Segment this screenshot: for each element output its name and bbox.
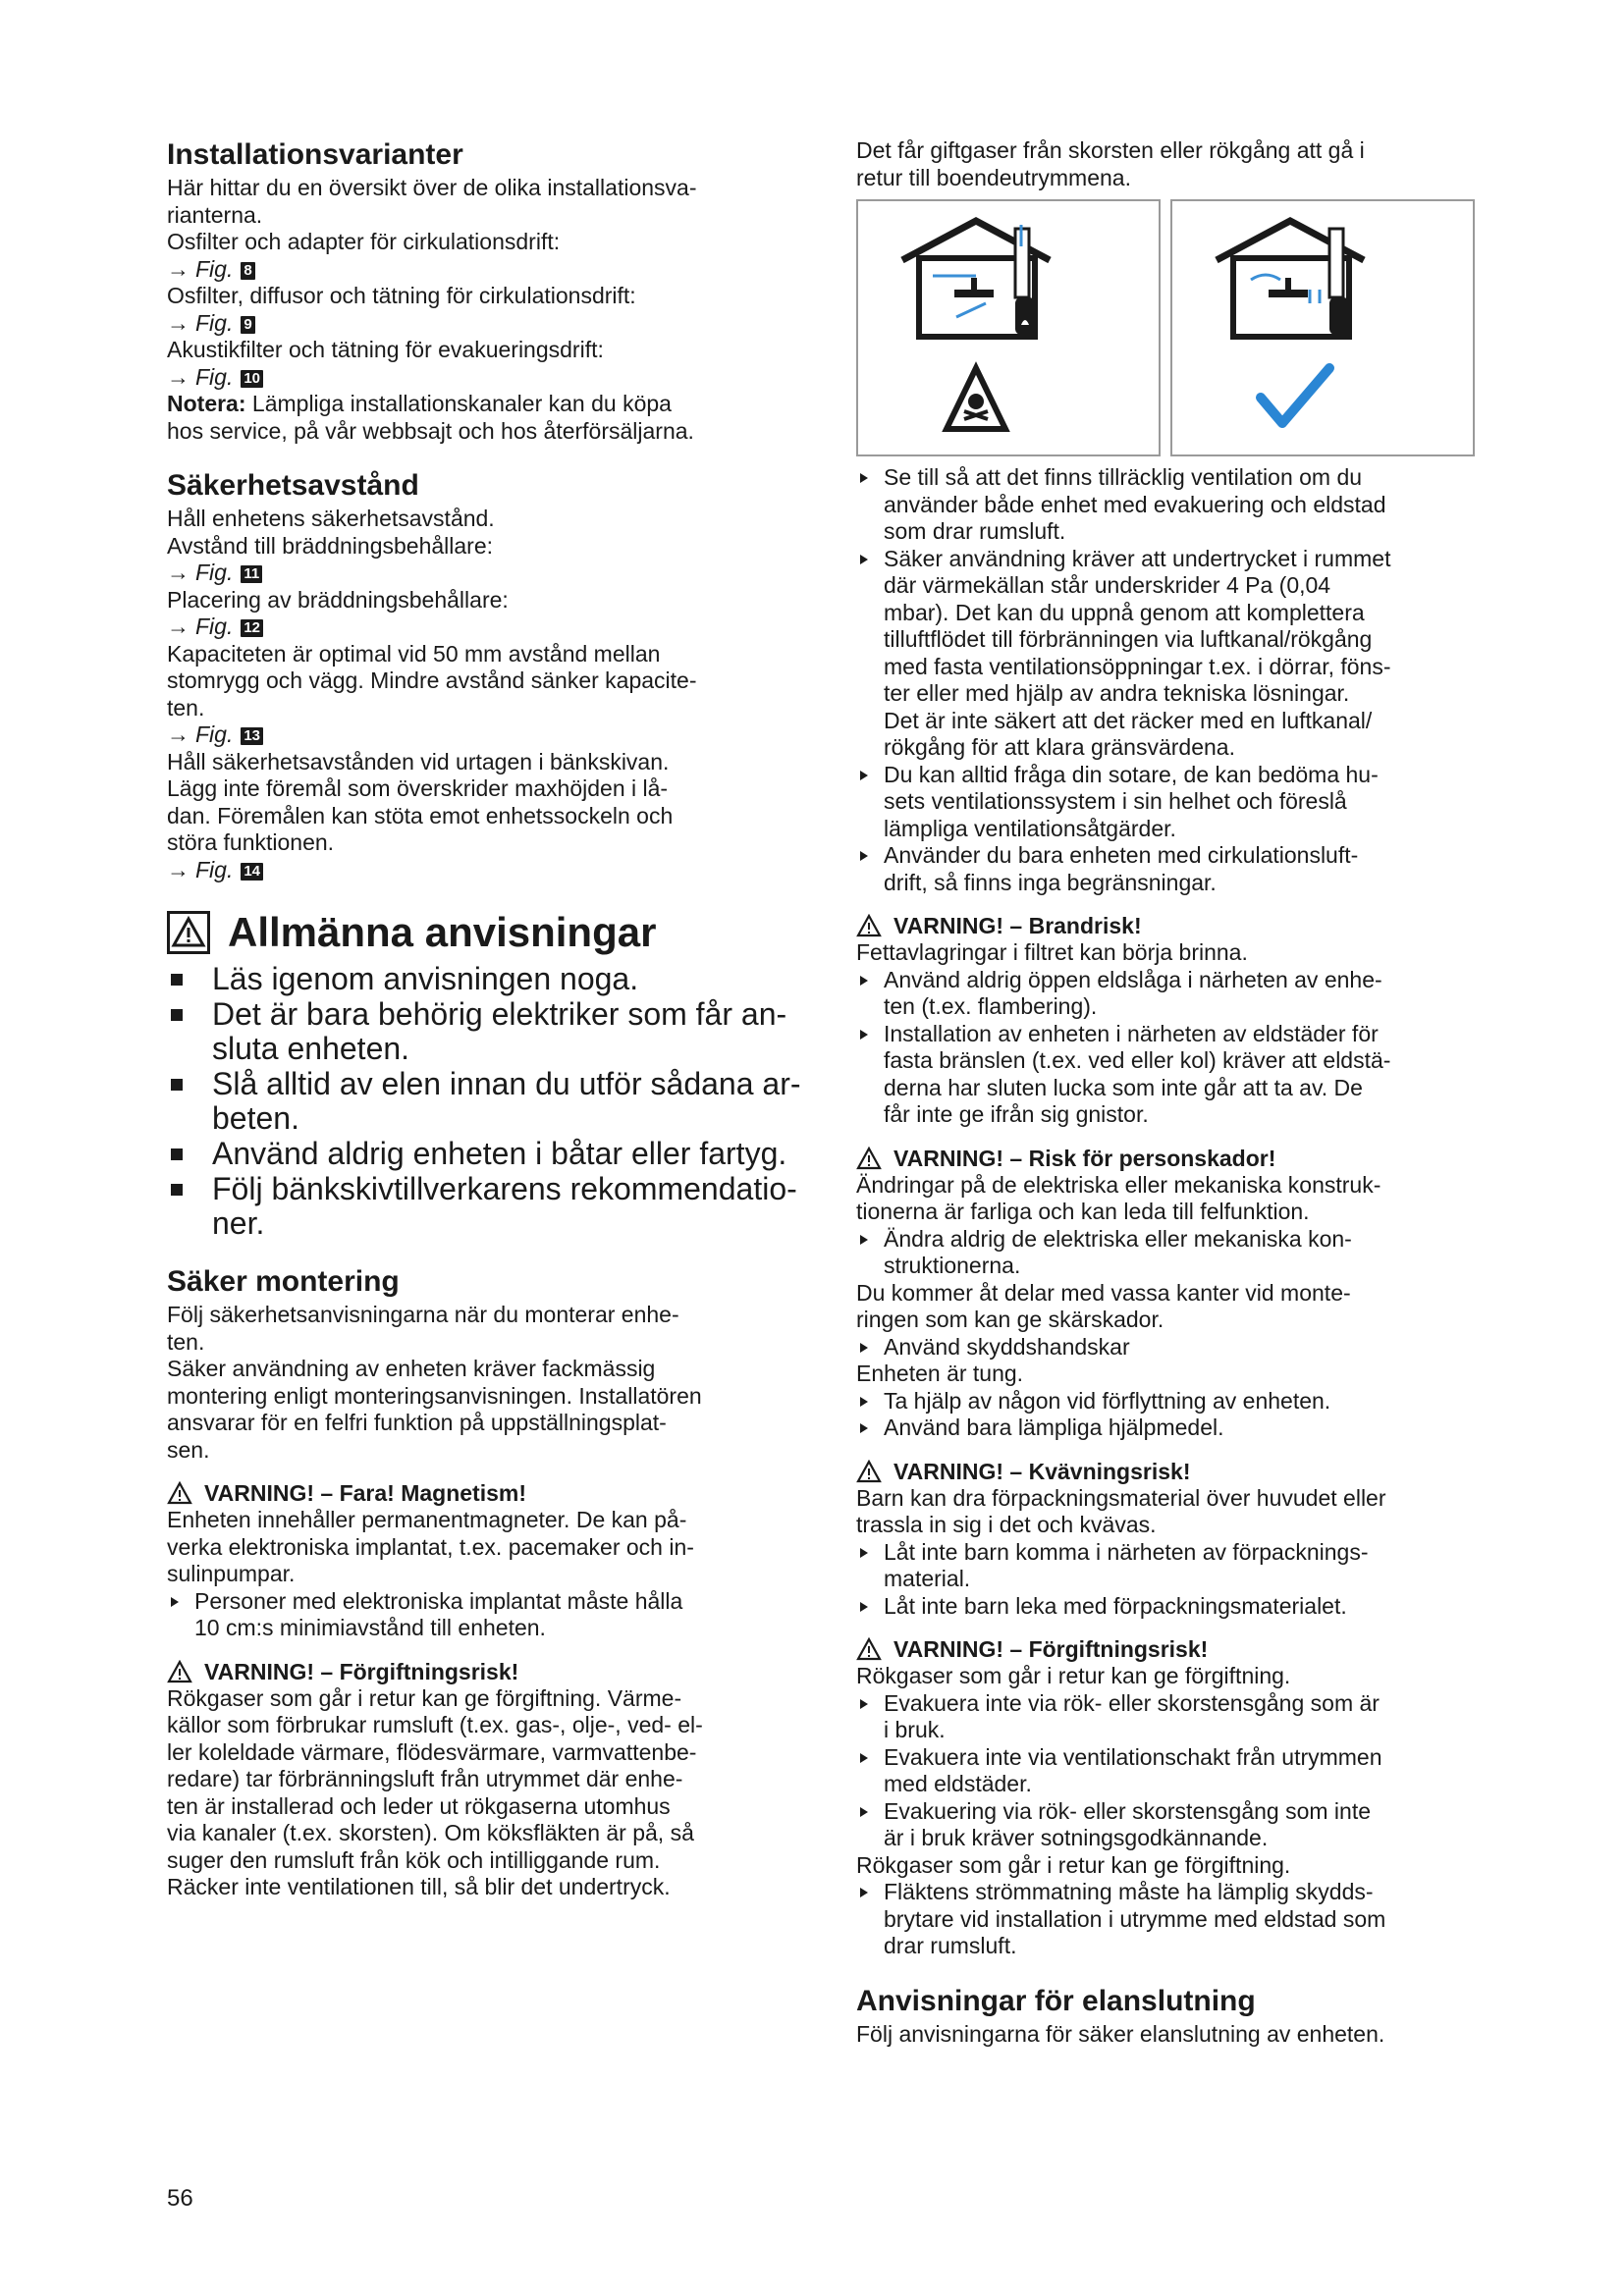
warning-text: Enheten är tung. <box>856 1361 1024 1386</box>
fig-ref-8[interactable]: → Fig. 8 <box>167 256 820 284</box>
warning-box-icon <box>167 911 210 954</box>
illustration-safe <box>1170 199 1475 456</box>
warning-text: Rökgaser som går i retur kan ge förgiftning. <box>856 1851 1291 1878</box>
warning-text: källor som förbrukar rumsluft (t.ex. gas-, olje-, ved- el- <box>167 1712 703 1737</box>
list-item: Evakuering via rök- eller skorstensgång som inte är i bruk kräver sotningsgodkännande. <box>856 1798 1492 1852</box>
warning-text: sulinpumpar. <box>167 1561 296 1586</box>
heading-installation: Installationsvarianter <box>167 138 463 171</box>
list-item: Fläktens strömmatning måste ha lämplig skydds- brytare vid installation i utrymme med eldstad som drar rumsluft. <box>856 1879 1492 1960</box>
warning-text: Fettavlagringar i filtret kan börja brinna. <box>856 939 1248 965</box>
list-item: Evakuera inte via rök- eller skorstensgång som är i bruk. <box>856 1690 1492 1744</box>
fig-ref-12[interactable]: → Fig. 12 <box>167 614 820 641</box>
warning-text: Du kommer åt delar med vassa kanter vid monte- <box>856 1279 1351 1306</box>
warning-poison-2-list-2 <box>856 1879 1492 1960</box>
warning-fire-heading: VARNING! – Brandrisk! <box>856 912 1492 939</box>
right-column <box>856 137 1492 2048</box>
list-item: Använd skyddshandskar <box>856 1334 1492 1362</box>
installation-item-3: Akustikfilter och tätning för evakueringsdrift: <box>167 337 604 362</box>
fig-number-badge: 11 <box>241 565 262 583</box>
mounting-text: Följ säkerhetsanvisningarna när du monterar enhe- <box>167 1302 679 1327</box>
warning-text: Ändringar på de elektriska eller mekaniska konstruk- <box>856 1171 1381 1198</box>
warning-suffocation-list <box>856 1539 1492 1621</box>
intro-text: Det får giftgaser från skorsten eller rökgång att gå i <box>856 137 1365 163</box>
left-column <box>167 137 820 1901</box>
list-item: Ändra aldrig de elektriska eller mekaniska kon- struktionerna. <box>856 1226 1492 1280</box>
warning-poison-2-list-1 <box>856 1690 1492 1852</box>
safety-text: dan. Föremålen kan stöta emot enhetssockeln och <box>167 802 674 828</box>
warning-text: verka elektroniska implantat, t.ex. pacemaker och in- <box>167 1533 694 1560</box>
warning-text: trassla in sig i det och kvävas. <box>856 1512 1157 1537</box>
warning-text: Rökgaser som går i retur kan ge förgiftning. Värme- <box>167 1684 682 1711</box>
arrow-right-icon: → <box>167 614 189 639</box>
list-item: Det är bara behörig elektriker som får an- sluta enheten. <box>167 997 820 1066</box>
installation-item-1: Osfilter och adapter för cirkulationsdrift: <box>167 229 561 254</box>
list-item: Installation av enheten i närheten av eldstäder för fasta bränslen (t.ex. ved eller kol) kräver att eldstä- derna har sluten lucka som inte går att ta av. De får inte ge ifrån sig gnistor. <box>856 1021 1492 1129</box>
arrow-right-icon: → <box>167 255 189 282</box>
safety-text: Håll säkerhetsavstånden vid urtagen i bänkskivan. <box>167 748 670 774</box>
warning-injury-list-1 <box>856 1226 1492 1280</box>
fig-number-badge: 14 <box>241 863 263 881</box>
safety-text: Lägg inte föremål som överskrider maxhöjden i lå- <box>167 775 669 801</box>
ventilation-list <box>856 464 1492 896</box>
list-item: Säker användning kräver att undertrycket i rummet där värmekällan står underskrider 4 Pa (0,04 mbar). Det kan du uppnå genom att komplettera tilluftflödet till förbränningen via luftkanal/rökgång med fasta ventilationsöppningar t.ex. i dörrar, föns- ter eller med hjälp av andra tekniska lösningar. Det är inte säkert att det räcker med en luftkanal/ rökgång för att klara gränsvärdena. <box>856 546 1492 762</box>
heading-safe-mounting: Säker montering <box>167 1265 400 1298</box>
warning-text: ringen som kan ge skärskador. <box>856 1307 1164 1332</box>
list-item: Du kan alltid fråga din sotare, de kan bedöma hu- sets ventilationssystem i sin helhet och föreslå lämpliga ventilationsåtgärder. <box>856 762 1492 843</box>
warning-text: Barn kan dra förpackningsmaterial över huvudet eller <box>856 1484 1386 1511</box>
warning-fire-list <box>856 967 1492 1129</box>
heading-safety-distance: Säkerhetsavstånd <box>167 469 419 502</box>
mounting-text: Säker användning av enheten kräver fackmässig <box>167 1356 656 1381</box>
installation-note: Notera: Lämpliga installationskanaler kan du köpa <box>167 391 672 416</box>
ventilation-illustrations <box>856 199 1492 456</box>
safety-text: Placering av bräddningsbehållare: <box>167 586 509 613</box>
list-item: Låt inte barn komma i närheten av förpacknings- material. <box>856 1539 1492 1593</box>
safety-text: Kapaciteten är optimal vid 50 mm avstånd mellan <box>167 640 661 667</box>
warning-magnetism-list <box>167 1588 820 1642</box>
page-number: 56 <box>167 2185 193 2212</box>
warning-text: via kanaler (t.ex. skorsten). Om köksfläkten är på, så <box>167 1820 694 1845</box>
warning-injury-list-3 <box>856 1388 1492 1442</box>
mounting-text: sen. <box>167 1436 210 1463</box>
heading-electrical: Anvisningar för elanslutning <box>856 1984 1256 2017</box>
installation-intro-2: rianterna. <box>167 201 263 228</box>
fig-ref-11[interactable]: → Fig. 11 <box>167 560 820 587</box>
list-item: Ta hjälp av någon vid förflyttning av enheten. <box>856 1388 1492 1415</box>
warning-triangle-icon <box>856 1147 882 1170</box>
warning-magnetism-heading: VARNING! – Fara! Magnetism! <box>167 1479 820 1507</box>
warning-suffocation-heading: VARNING! – Kvävningsrisk! <box>856 1458 1492 1485</box>
list-item: Personer med elektroniska implantat måste hålla 10 cm:s minimiavstånd till enheten. <box>167 1588 820 1642</box>
fig-ref-10[interactable]: → Fig. 10 <box>167 364 820 392</box>
list-item: Använd aldrig öppen eldslåga i närheten av enhe- ten (t.ex. flambering). <box>856 967 1492 1021</box>
fig-ref-13[interactable]: → Fig. 13 <box>167 721 820 749</box>
mounting-text: montering enligt monteringsanvisningen. Installatören <box>167 1382 702 1409</box>
list-item: Använd bara lämpliga hjälpmedel. <box>856 1415 1492 1442</box>
installation-note-2: hos service, på vår webbsajt och hos återförsäljarna. <box>167 417 694 444</box>
illustration-dangerous <box>856 199 1161 456</box>
warning-text: Enheten innehåller permanentmagneter. De kan på- <box>167 1507 687 1532</box>
list-item: Låt inte barn leka med förpackningsmaterialet. <box>856 1593 1492 1621</box>
fig-number-badge: 12 <box>241 619 263 637</box>
list-item: Följ bänkskivtillverkarens rekommendatio- ner. <box>167 1172 820 1241</box>
heading-general-instructions: Allmänna anvisningar <box>167 909 820 956</box>
warning-poison-2-heading: VARNING! – Förgiftningsrisk! <box>856 1635 1492 1663</box>
safety-text: störa funktionen. <box>167 829 335 855</box>
warning-triangle-icon <box>856 914 882 937</box>
warning-text: ten är installerad och leder ut rökgaserna utomhus <box>167 1792 671 1819</box>
warning-text: suger den rumsluft från kök och intilliggande rum. <box>167 1846 661 1873</box>
list-item: Använd aldrig enheten i båtar eller fartyg. <box>167 1137 820 1171</box>
fig-number-badge: 13 <box>241 727 263 745</box>
warning-text: Räcker inte ventilationen till, så blir det undertryck. <box>167 1874 671 1899</box>
arrow-right-icon: → <box>167 856 189 882</box>
list-item: Läs igenom anvisningen noga. <box>167 962 820 996</box>
electrical-text: Följ anvisningarna för säker elanslutning av enheten. <box>856 2020 1385 2047</box>
fig-number-badge: 8 <box>241 262 254 280</box>
warning-triangle-icon <box>856 1637 882 1661</box>
arrow-right-icon: → <box>167 560 189 585</box>
safety-text: stomrygg och vägg. Mindre avstånd sänker kapacite- <box>167 667 697 693</box>
general-instructions-list <box>167 962 820 1241</box>
warning-injury-list-2 <box>856 1334 1492 1362</box>
warning-triangle-icon <box>167 1660 192 1683</box>
warning-triangle-icon <box>856 1460 882 1483</box>
installation-intro-1: Här hittar du en översikt över de olika installationsva- <box>167 175 697 200</box>
arrow-right-icon: → <box>167 363 189 390</box>
fig-ref-9[interactable]: → Fig. 9 <box>167 310 820 338</box>
list-item: Slå alltid av elen innan du utför sådana ar- beten. <box>167 1067 820 1136</box>
intro-text: retur till boendeutrymmena. <box>856 164 1131 190</box>
warning-text: ler koleldade värmare, flödesvärmare, varmvattenbe- <box>167 1738 697 1765</box>
safety-text: ten. <box>167 694 205 721</box>
warning-text: redare) tar förbränningsluft från utrymmet där enhe- <box>167 1766 683 1791</box>
warning-injury-heading: VARNING! – Risk för personskador! <box>856 1145 1492 1172</box>
mounting-text: ten. <box>167 1328 205 1355</box>
list-item: Evakuera inte via ventilationschakt från utrymmen med eldstäder. <box>856 1744 1492 1798</box>
warning-text: Rökgaser som går i retur kan ge förgiftning. <box>856 1663 1291 1688</box>
warning-poison-heading: VARNING! – Förgiftningsrisk! <box>167 1658 820 1685</box>
arrow-right-icon: → <box>167 721 189 747</box>
fig-number-badge: 9 <box>241 316 254 334</box>
fig-ref-14[interactable]: → Fig. 14 <box>167 857 820 884</box>
warning-text: tionerna är farliga och kan leda till felfunktion. <box>856 1199 1310 1224</box>
safety-text: Håll enhetens säkerhetsavstånd. <box>167 506 495 531</box>
arrow-right-icon: → <box>167 309 189 336</box>
list-item: Använder du bara enheten med cirkulationsluft- drift, så finns inga begränsningar. <box>856 842 1492 896</box>
installation-item-2: Osfilter, diffusor och tätning för cirkulationsdrift: <box>167 283 636 308</box>
fig-number-badge: 10 <box>241 370 263 388</box>
list-item: Se till så att det finns tillräcklig ventilation om du använder både enhet med evakuering och eldstad som drar rumsluft. <box>856 464 1492 546</box>
safety-text: Avstånd till bräddningsbehållare: <box>167 532 494 559</box>
warning-triangle-icon <box>167 1481 192 1505</box>
mounting-text: ansvarar för en felfri funktion på uppställningsplat- <box>167 1410 667 1435</box>
